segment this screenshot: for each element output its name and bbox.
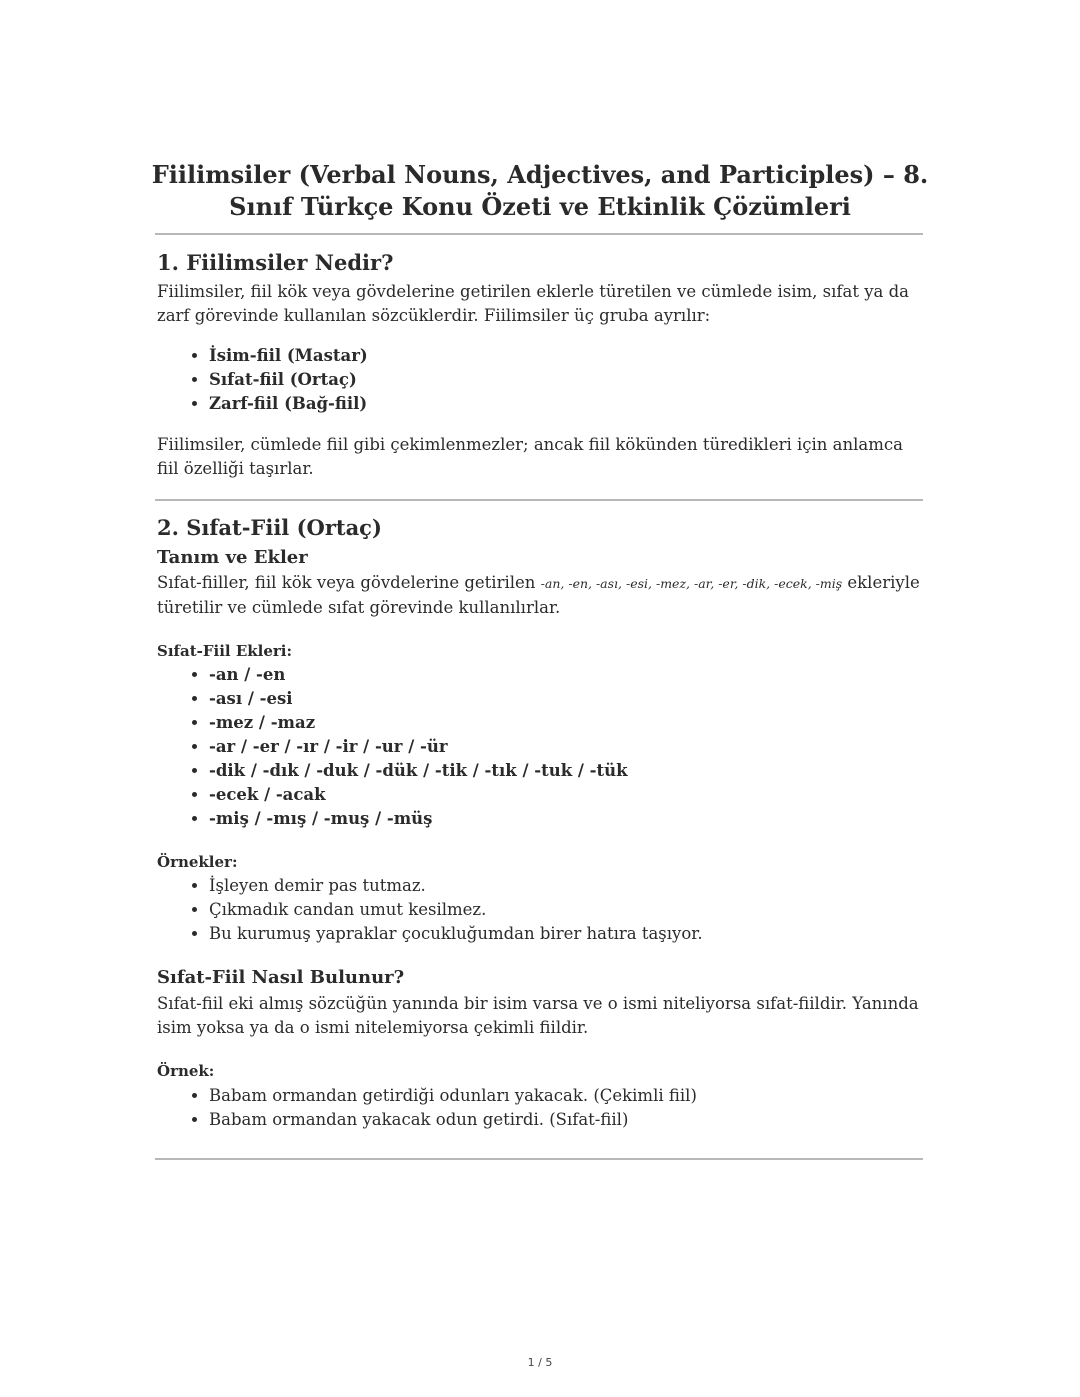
section-fiilimsiler-nedir xyxy=(157,249,923,480)
section-sifat-fiil xyxy=(157,514,923,1132)
section-heading: 1. Fiilimsiler Nedir? xyxy=(157,250,394,275)
subheading: Tanım ve Ekler xyxy=(157,547,308,568)
list-item: • -ar / -er / -ır / -ir / -ur / -ür xyxy=(209,735,923,759)
list-item: • -dik / -dık / -duk / -dük / -tik / -tık / -tuk / -tük xyxy=(209,759,923,783)
list-item: • Babam ormandan getirdiği odunları yakacak. (Çekimli fiil) xyxy=(209,1084,923,1108)
list-item: • Zarf-fiil (Bağ-fiil) xyxy=(209,392,923,416)
list-item: • -mez / -maz xyxy=(209,711,923,735)
paragraph: Fiilimsiler, fiil kök veya gövdelerine getirilen eklerle türetilen ve cümlede isim, sıfat ya da zarf görevinde kullanılan sözcüklerdir. Fiilimsiler üç gruba ayrılır: xyxy=(157,282,910,325)
list-item: • -an / -en xyxy=(209,663,923,687)
list-item: • Sıfat-fiil (Ortaç) xyxy=(209,368,923,392)
section-heading: 2. Sıfat-Fiil (Ortaç) xyxy=(157,515,382,540)
subheading: Sıfat-Fiil Nasıl Bulunur? xyxy=(157,967,405,988)
page-title: Fiilimsiler (Verbal Nouns, Adjectives, and Participles) – 8. Sınıf Türkçe Konu Özeti ve Etkinlik Çözümleri xyxy=(151,160,929,221)
examples-list xyxy=(157,874,923,946)
label: Örnek: xyxy=(157,1062,215,1080)
page-number: 1 / 5 xyxy=(527,1356,553,1369)
divider xyxy=(155,233,923,235)
label: Örnekler: xyxy=(157,853,238,871)
divider xyxy=(155,1158,923,1160)
suffix-list-inline: -an, -en, -ası, -esi, -mez, -ar, -er, -dik, -ecek, -miş xyxy=(540,576,843,591)
list-item: • İşleyen demir pas tutmaz. xyxy=(209,874,923,898)
example-list xyxy=(157,1084,923,1132)
list-item: • -ası / -esi xyxy=(209,687,923,711)
suffix-list xyxy=(157,663,923,831)
divider xyxy=(155,499,923,501)
paragraph: Sıfat-fiil eki almış sözcüğün yanında bir isim varsa ve o ismi niteliyorsa sıfat-fiildir. Yanında isim yoksa ya da o ismi nitelemiyorsa çekimli fiildir. xyxy=(157,994,919,1037)
list-item: • İsim-fiil (Mastar) xyxy=(209,344,923,368)
paragraph: Fiilimsiler, cümlede fiil gibi çekimlenmezler; ancak fiil kökünden türedikleri için anlamca fiil özelliği taşırlar. xyxy=(157,435,903,478)
group-list xyxy=(157,344,923,416)
paragraph: Sıfat-fiiller, fiil kök veya gövdelerine getirilen -an, -en, -ası, -esi, -mez, -ar, -er, -dik, -ecek, -miş ekleriyle türetilir ve cümlede sıfat görevinde kullanılırlar. xyxy=(157,573,920,617)
list-item: • Çıkmadık candan umut kesilmez. xyxy=(209,898,923,922)
list-item: • -miş / -mış / -muş / -müş xyxy=(209,807,923,831)
list-item: • -ecek / -acak xyxy=(209,783,923,807)
list-item: • Babam ormandan yakacak odun getirdi. (Sıfat-fiil) xyxy=(209,1108,923,1132)
label: Sıfat-Fiil Ekleri: xyxy=(157,642,293,660)
list-item: • Bu kurumuş yapraklar çocukluğumdan birer hatıra taşıyor. xyxy=(209,922,923,946)
